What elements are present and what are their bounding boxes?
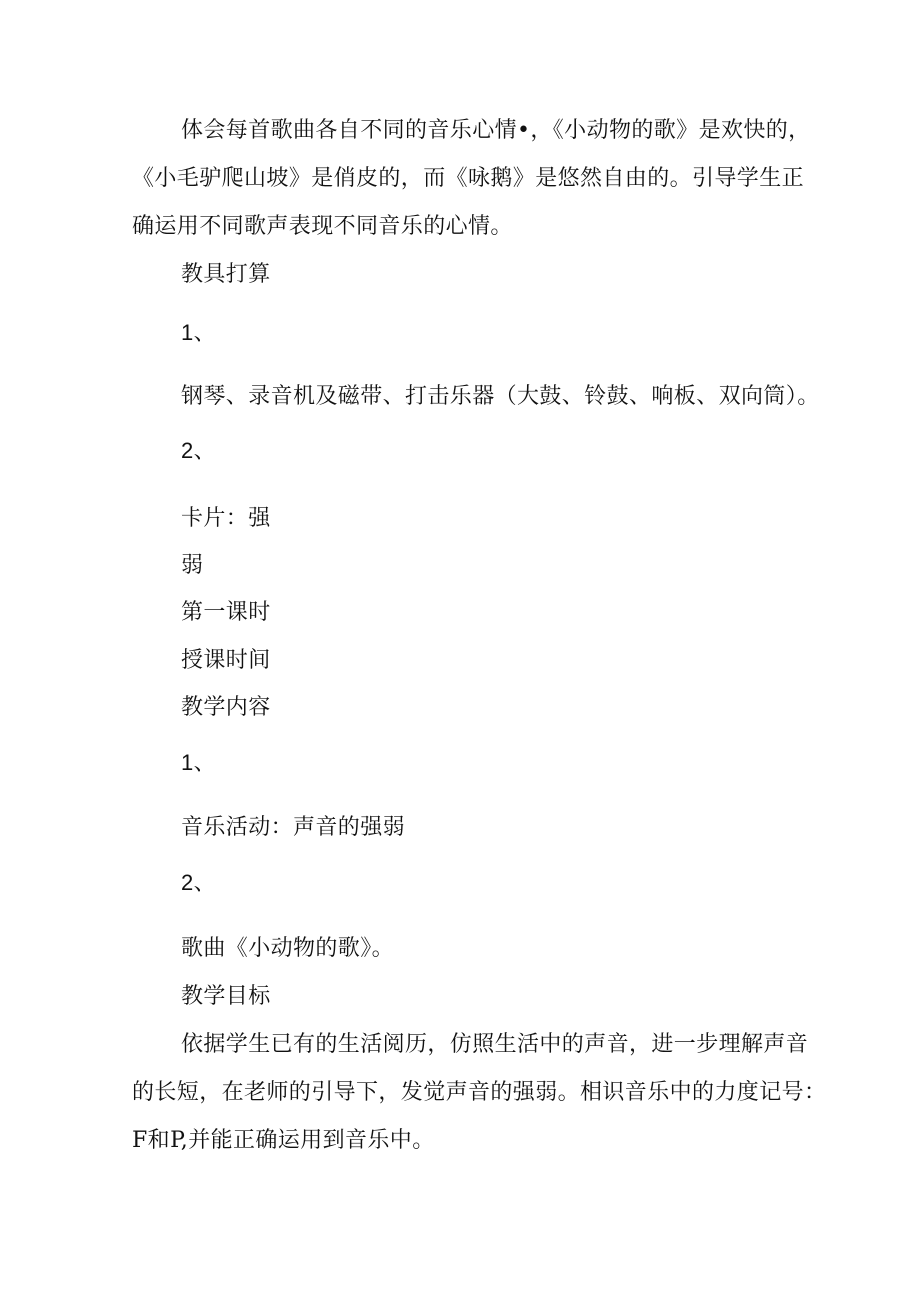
intro-line-1: 体会每首歌曲各自不同的音乐心情•，《小动物的歌》是欢快的， [181,118,811,143]
content-number-1: 1、 [181,750,217,775]
intro-line-3: 确运用不同歌声表现不同音乐的心情。 [132,214,513,239]
prep-number-2: 2、 [181,438,217,463]
prep-item-1: 钢琴、录音机及磁带、打击乐器（大鼓、铃鼓、响板、双向筒）。 [181,384,820,409]
content-item-1: 音乐活动：声音的强弱 [181,815,406,840]
goal-line-1: 依据学生已有的生活阅历，仿照生活中的声音，进一步理解声音 [181,1032,809,1057]
goal-heading: 教学目标 [181,984,271,1009]
goal-line-2: 的长短，在老师的引导下，发觉声音的强弱。相识音乐中的力度记号： [132,1080,827,1105]
intro-line-2: 《小毛驴爬山坡》是俏皮的，而《咏鹅》是悠然自由的。引导学生正 [132,166,805,191]
lesson-heading: 第一课时 [181,600,271,625]
content-heading: 教学内容 [181,695,271,720]
prep-heading: 教具打算 [181,262,271,287]
prep-number-1: 1、 [181,320,217,345]
time-heading: 授课时间 [181,648,271,673]
goal-line-3: F和P,并能正确运用到音乐中。 [132,1128,435,1153]
content-item-2: 歌曲《小动物的歌》。 [181,936,395,961]
content-number-2: 2、 [181,870,217,895]
prep-item-2-strong: 卡片：强 [181,506,271,531]
prep-item-2-weak: 弱 [181,553,204,578]
